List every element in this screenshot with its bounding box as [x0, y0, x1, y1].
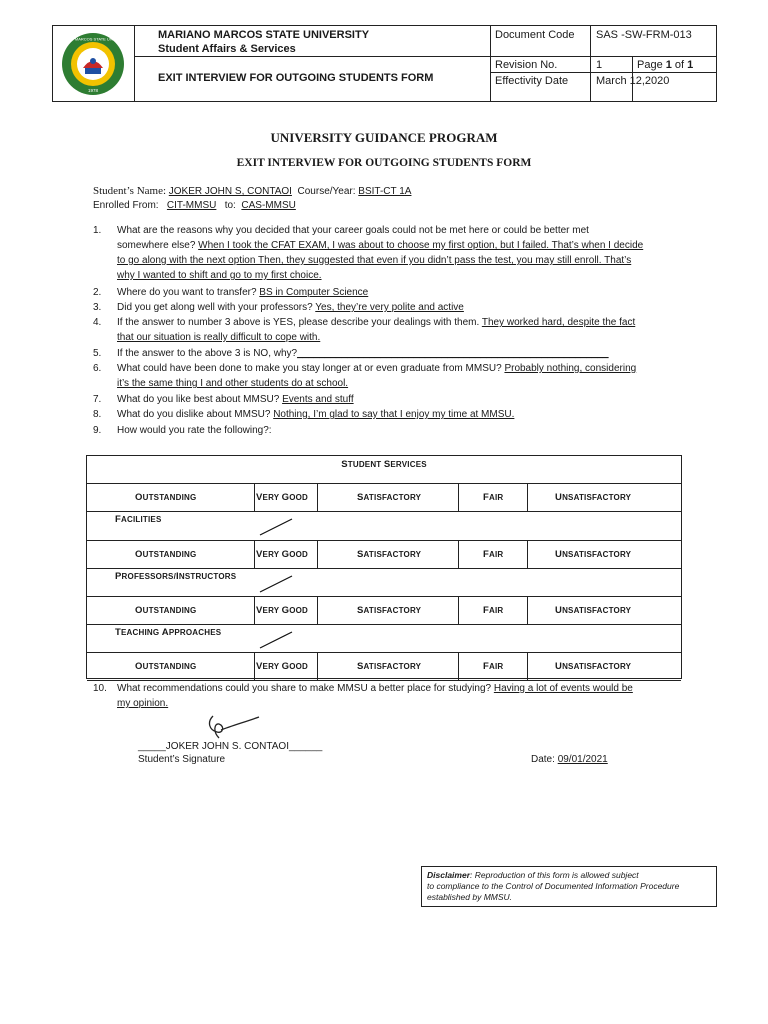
question-number: 7.	[93, 394, 102, 405]
table-column-divider	[458, 483, 459, 511]
rating-option: UNSATISFACTORY	[555, 549, 632, 560]
rating-option: VERY GOOD	[256, 549, 309, 560]
doc-code-label: Document Code	[495, 29, 575, 41]
question-line	[117, 362, 636, 375]
question-number: 2.	[93, 287, 102, 298]
q10-answer-part2: my opinion.	[117, 698, 169, 709]
table-column-divider	[527, 596, 528, 624]
ratings-table	[86, 455, 682, 679]
student-name-label: Student’s Name:	[93, 185, 169, 197]
question-number: 6.	[93, 363, 102, 374]
date-line	[531, 753, 608, 766]
program-title: UNIVERSITY GUIDANCE PROGRAM	[270, 130, 498, 145]
table-rule	[87, 511, 681, 512]
disclaimer-label: Disclaimer	[427, 870, 470, 880]
answer-text: to go along with the next option Then, they suggested that even if you didn’t pass the test, you may still enroll. That’s	[117, 255, 632, 266]
disclaimer-line3: established by MMSU.	[427, 892, 513, 902]
q10-question: What recommendations could you share to make MMSU a better place for studying?	[117, 683, 494, 694]
answer-text: Probably nothing, considering	[504, 363, 637, 374]
rating-option: OUTSTANDING	[135, 549, 197, 560]
rating-option: FAIR	[483, 661, 504, 672]
seal-year: 1978	[87, 88, 99, 93]
question-line	[117, 269, 322, 282]
question-number: 1.	[93, 225, 102, 236]
rating-option: SATISFACTORY	[357, 605, 422, 616]
enrolled-label: Enrolled From:	[93, 200, 159, 211]
answer-text: They worked hard, despite the fact	[481, 317, 636, 328]
rating-option: OUTSTANDING	[135, 492, 197, 503]
enrollment-line	[93, 199, 296, 212]
office-name: Student Affairs & Services	[158, 43, 296, 55]
disclaimer-box	[421, 866, 717, 907]
disclaimer-line1: : Reproduction of this form is allowed subject	[470, 870, 639, 880]
table-rule	[87, 652, 681, 653]
course-value: BSIT-CT 1A	[358, 186, 412, 197]
header-form-title: EXIT INTERVIEW FOR OUTGOING STUDENTS FORM	[158, 72, 434, 84]
rating-section-label: TEACHING APPROACHES	[115, 627, 222, 638]
q10-number: 10.	[93, 683, 107, 694]
question-text: somewhere else?	[117, 240, 199, 251]
document-header	[52, 25, 717, 102]
question-line	[117, 239, 643, 252]
question-number: 9.	[93, 425, 102, 436]
q10-line1	[117, 682, 633, 695]
answer-text: why I wanted to shift and go to my first choice.	[117, 270, 322, 281]
question-line	[117, 286, 368, 299]
rating-option: VERY GOOD	[256, 605, 309, 616]
disclaimer-line2: to compliance to the Control of Documented Information Procedure	[427, 881, 680, 891]
table-column-divider	[317, 596, 318, 624]
to-label: to:	[224, 200, 236, 211]
question-line	[117, 316, 635, 329]
rating-option: SATISFACTORY	[357, 549, 422, 560]
table-rule	[87, 568, 681, 569]
rating-option: OUTSTANDING	[135, 661, 197, 672]
table-rule	[87, 624, 681, 625]
university-name: MARIANO MARCOS STATE UNIVERSITY	[158, 29, 370, 41]
table-column-divider	[458, 540, 459, 568]
question-number: 4.	[93, 317, 102, 328]
rating-option: UNSATISFACTORY	[555, 605, 632, 616]
effectivity-label: Effectivity Date	[495, 75, 569, 87]
table-column-divider	[317, 540, 318, 568]
date-label: Date:	[531, 754, 558, 765]
question-text: If the answer to the above 3 is NO, why?	[117, 348, 298, 359]
ratings-title: STUDENT SERVICES	[341, 459, 427, 470]
table-column-divider	[458, 596, 459, 624]
question-line	[117, 301, 464, 314]
enrolled-to-value: CAS-MMSU	[241, 200, 296, 211]
rating-check-mark	[258, 630, 294, 650]
revision-value: 1	[596, 59, 603, 71]
rating-option: FAIR	[483, 549, 504, 560]
student-info-line	[93, 185, 411, 198]
table-column-divider	[254, 596, 255, 624]
table-column-divider	[317, 652, 318, 680]
question-number: 3.	[93, 302, 102, 313]
rating-option: VERY GOOD	[256, 492, 309, 503]
enrolled-from-value: CIT-MMSU	[166, 200, 217, 211]
answer-text: Yes, they’re very polite and active	[315, 302, 464, 313]
question-text: What do you like best about MMSU?	[117, 394, 283, 405]
rating-option: VERY GOOD	[256, 661, 309, 672]
effectivity-value: March 12,2020	[596, 75, 670, 87]
rating-check-mark	[258, 517, 294, 537]
answer-text: Nothing, I’m glad to say that I enjoy my time at MMSU.	[273, 409, 515, 420]
rating-section-label: FACILITIES	[115, 514, 162, 525]
question-number: 8.	[93, 409, 102, 420]
table-rule	[87, 680, 681, 681]
rating-section-label: PROFESSORS/INSTRUCTORS	[115, 571, 237, 582]
date-value: 09/01/2021	[557, 754, 608, 765]
question-line	[117, 331, 320, 344]
rating-option: FAIR	[483, 492, 504, 503]
question-text: What could have been done to make you stay longer at or even graduate from MMSU?	[117, 363, 505, 374]
table-column-divider	[254, 540, 255, 568]
seal-text: MARIANO MARCOS STATE UNIVERSITY	[55, 36, 131, 42]
table-rule	[87, 540, 681, 541]
rating-option: OUTSTANDING	[135, 605, 197, 616]
table-column-divider	[527, 483, 528, 511]
question-text: What are the reasons why you decided that your career goals could not be met here or could be better met	[117, 225, 589, 236]
table-rule	[87, 483, 681, 484]
q10-answer-part1: Having a lot of events would be	[493, 683, 633, 694]
doc-code-value: SAS -SW-FRM-013	[596, 29, 692, 41]
signature-name: _____JOKER JOHN S. CONTAOI______	[138, 741, 323, 752]
answer-text: Events and stuff	[282, 394, 354, 405]
table-column-divider	[527, 540, 528, 568]
course-label: Course/Year:	[297, 186, 359, 197]
table-rule	[87, 596, 681, 597]
rating-check-mark	[258, 574, 294, 594]
question-line	[117, 347, 609, 360]
rating-option: UNSATISFACTORY	[555, 492, 632, 503]
answer-text: that our situation is really difficult to cope with.	[117, 332, 321, 343]
question-number: 5.	[93, 348, 102, 359]
answer-text: it’s the same thing I and other students do at school.	[117, 378, 349, 389]
rating-option: SATISFACTORY	[357, 492, 422, 503]
q10-line2	[117, 697, 168, 710]
question-text: Did you get along well with your professors?	[117, 302, 316, 313]
rating-option: FAIR	[483, 605, 504, 616]
page-indicator: Page 1 of 1	[637, 59, 694, 71]
question-line	[117, 377, 348, 390]
rating-option: UNSATISFACTORY	[555, 661, 632, 672]
form-heading: EXIT INTERVIEW FOR OUTGOING STUDENTS FORM	[236, 157, 532, 169]
answer-text: ________________________________________________________	[297, 348, 609, 359]
question-line	[117, 393, 354, 406]
table-column-divider	[254, 652, 255, 680]
question-text: If the answer to number 3 above is YES, please describe your dealings with them.	[117, 317, 482, 328]
rating-option: SATISFACTORY	[357, 661, 422, 672]
table-column-divider	[458, 652, 459, 680]
signature-label: Student’s Signature	[138, 754, 226, 765]
table-column-divider	[317, 483, 318, 511]
university-seal-logo	[55, 32, 131, 96]
table-column-divider	[527, 652, 528, 680]
question-text: Where do you want to transfer?	[117, 287, 260, 298]
question-text: How would you rate the following?:	[117, 425, 272, 436]
question-line	[117, 424, 272, 437]
answer-text: When I took the CFAT EXAM, I was about to choose my first option, but I failed. That’s when I decide	[198, 240, 644, 251]
table-column-divider	[254, 483, 255, 511]
answer-text: BS in Computer Science	[259, 287, 369, 298]
revision-label: Revision No.	[495, 59, 558, 71]
student-name-value: JOKER JOHN S, CONTAOI	[168, 186, 292, 197]
question-line	[117, 254, 631, 267]
question-line	[117, 408, 514, 421]
question-text: What do you dislike about MMSU?	[117, 409, 274, 420]
question-line	[117, 224, 589, 237]
